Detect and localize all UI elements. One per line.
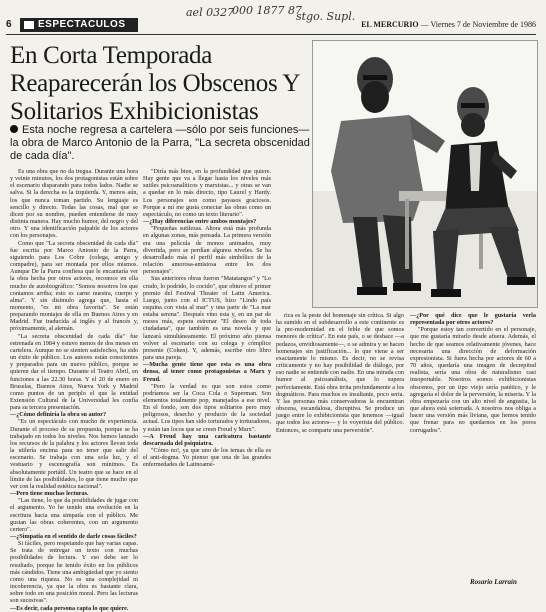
interview-question: —¿Hay diferencias entre ambos montajes? [143,218,257,226]
article-column-4 [410,312,536,574]
article-paragraph: "Pequeñas sutilezas. Ahora está más profunda en algunas zonas, más pensada. La primera versión era una película de monos animados, muy divertida, pero se perdían algunos niveles. Se ha desarrollado más el perfil más simbólico de la relación amorosa-amistosa entre los dos personajes". [143,225,271,276]
article-paragraph: Es una obra que no da tregua. Durante una hora y veinte minutos, los dos protagonistas están sobre el escenario disparando para todos lados. Nadie se salva. Si la derecha es la izquierda. Y, menos aún, los que nunca toman partido. Su lenguaje es sencillo y directo. Todas las cosas, mal que se dicen por su nombre, pueden entenderse de muy distinta manera. Hay mucho humor, del negro y del otro. Y una identificación palpable de los actores con los personajes. [10,168,138,240]
article-paragraph: Sus anteriores obras fueron "Matatangos" y "Lo crudo, lo podrido, lo cocido", que obtuvo el primer premio del Festival Theater of Latin America. Luego, junto con el ICTUS, hizo "Lindo país esquina con vista al mar" y una parte de "La mar estaba serena". Después vino esta y, en un par de meses más, espera estrenar "El deseo de toda ciudadana", que también es una novela y que lanzará simultáneamente. El próximo año piensa volver al escenario con su colega y cómplice presente (Cohen). Y, además, escribe otro libro para una pareja. [143,275,271,362]
article-paragraph: "Diría más bien, en la profundidad que quiere. Hay gente que va a llegar hasta los niveles más sutiles psicoanalíticos y marxistas... y otras se van a quedar en lo más directo, tipo Laurel y Hardy. Los personajes son como payasos graciosos. Porque a mí me gusta conectar las obras como un espectáculo, no como un texto literario". [143,168,271,218]
article-paragraph: rica es la peste del homenaje sin crítica. Si algo ha sumido en el subdesarrollo a este continente es la pre-modernidad en el feble de que somos menores de crítica". En este país, o se deshace —a pedazos, envidiosamente—, o se admira y se hacen homenajes sin justificación... lo que viene a ser exactamente lo mismo. Es decir, no se revisa críticamente y no hay posibilidad de diálogo, por eso nadie se entiende con nadie. En una mirada con humor al psicoanálisis, que lo supera perfectamente. Está obra irrita profundamente a los dogmáticos. Para muchos es insultante, poco seria. Y las personas más conservadoras la encuentran obscena, escandalosa, disruptiva. Se produce un juego entre lo exhibicionista que tenemos —igual que todos los actores— y lo voyerista del público. Entonces, se comparte una perversión". [276,312,404,434]
interview-question: —¿Simpatía en el sentido de darle cosas fáciles? [10,532,137,540]
page-header [6,18,536,34]
article-paragraph: "Las tiene, lo que da posibilidades de jugar con el argumento. Yo he tenido una evolución en la escritura hacia una simpatía con el público. Me gustan las obras coherentes, con un argumento certero". [10,497,138,533]
interview-question: —Es decir, cada persona capta lo que quiere. [10,604,129,612]
handwritten-note-supplement: stgo. Supl. [296,10,356,23]
handwritten-note-archive: ael 0327 [186,6,235,19]
article-paragraph: "Pero la verdad es que son estos como podríamos ser la Coca Cola o Superman. Son elementos totalmente pop, manejados a ese nivel. En el fondo, son dos tipos solitarios pero muy peligrosos, desecho y producto de la sociedad actual. Los tipos han sido torturados y torturadores, y están tan locos que se creen Freud y Marx". [143,382,271,433]
article-paragraph: "Cómo no!, ya que uno de los temas de ella es el anti-dogma. Yo pienso que una de las grandes enfermedades de Latinoamé- [143,447,271,469]
interview-question: —¿Cómo definiría la obra su autor? [10,411,107,419]
lead-text: Esta noche regresa a cartelera —sólo por seis funciones— la obra de Marco Antonio de la Parra, "La secreta obscenidad de cada día". [10,124,310,162]
article-photo [312,40,538,308]
bullet-icon [10,125,18,133]
two-men-photo [313,41,537,307]
article-column-1 [10,168,138,612]
header-rule [6,34,536,35]
interview-question: —Mucha gente tiene que esta es una obra densa, al tener como protagonistas a Marx y Freud. [143,361,271,383]
publication-name: EL MERCURIO [361,20,419,29]
interview-question: —¿Por qué dice que le gustaría verla representada por otros actores? [410,312,536,327]
interview-question: —Pero tiene muchas lecturas. [10,490,89,498]
article-paragraph: "La secreta obscenidad de cada día" fue estrenada en 1984 y estuvo menos de dos meses en cartelera. Aunque no se sienten satisfechos, ha sido un éxito de público. Los autores están conscientes y preparados para un nuevo público, porque se quieren dar el tiempo. Durante el Teatro Abril, en funciones a las 22.30 horas. Y el 20 de enero en Bruselas, Buenos Aires, Nueva York y Madrid como puntos de un periplo el que la entidad Extensión Cultural de la Universidad les confía para su tercera presentación. [10,332,138,412]
article-paragraph: Si fáciles, pero respetando que hay varias capas. Se trata de entregar un texto con muchas posibilidades de lectura. Y eso debe ser lo resultado, porque he tenido éxito en los públicos más cándidos. Tiene una ambigüedad que yo siento como una riqueza. No es una complejidad ni incoherencia, ya que la obra es bastante clara, sobre todo en una posición moral. Pero las lecturas son sucesivas". [10,540,138,605]
article-paragraph: Como que "La secreta obscenidad de cada día" fue escrita por Marco Antonio de la Parra, siguiendo para Los Cobre (colega, amigo y compadre), para ser montada por ellos mismos. Aunque De la Parra confiesa que le encantaría ver la obra hecha por otros actores, reconoce en ella mucho de autobiográfico: "Somos nosotros los que contamos arriba; esto es carne nuestra, cuerpo y alma". Y sin disimulo agrega que, hasta el momento, "es mi obra favorita". Se están preparando montajes de ella en Buenos Aires y en Madrid. Fue traducida al inglés y al francés y, próximamente, al alemán. [10,239,138,333]
article-paragraph: "Porque estoy tan convertido en el personaje, que me gustaría mirarlo desde afuera. Además, el hecho de que seamos relativamente jóvenes, hace necesaria una dirección de deformación expresionista. Si fuera hecha por actores de 60 a 70 años, quedaría una imagen de decrepitud realista, sería una obra de naturalismo casi insoportable. Nosotros somos exhibicionistas obscenos, por un tipo viejo sería patético, y le agregaría el dolor de la perversión, la miseria. Y la obra empezaría con un alto nivel de angustia, la que ahora está soterrada. A nosotros nos obliga a hacer una versión más liviana, que hemos tenido que frenar para no quedarnos en los poros corrugados". [410,326,536,434]
article-column-2 [143,168,271,592]
page-number: 6 [6,19,12,30]
article-lead [10,124,310,163]
section-label: ESPECTACULOS [20,18,138,32]
article-column-3 [276,312,404,592]
publication-date [361,20,536,29]
article-byline: Rosario Larraín [470,578,517,586]
article-headline: En Corta Temporada Reaparecerán los Obscenos Y Solitarios Exhibicionistas [10,42,300,125]
article-paragraph: "Es un espectáculo con mucho de experiencia. Durante el proceso de su propuesta, porque se ha trabajado en todos los niveles. Nos hemos lanzado los recursos de la palabra y los actores llevan toda la utilería encima para no tener que salir del escenario. Se trabaja con una sola luz, y el vestuario y escenografía son mínimos. Es absolutamente portátil. Un teatro que se hace en el límite de las posibilidades, lo que tiene mucho que ver con la realidad estética nacional". [10,418,138,490]
handwritten-note-number: 000 1877 87 [232,4,302,17]
date-text: — Viernes 7 de Noviembre de 1986 [420,20,536,29]
interview-question: —A Freud hay una caricatura bastante descarnada del psiquiatra. [143,432,271,447]
